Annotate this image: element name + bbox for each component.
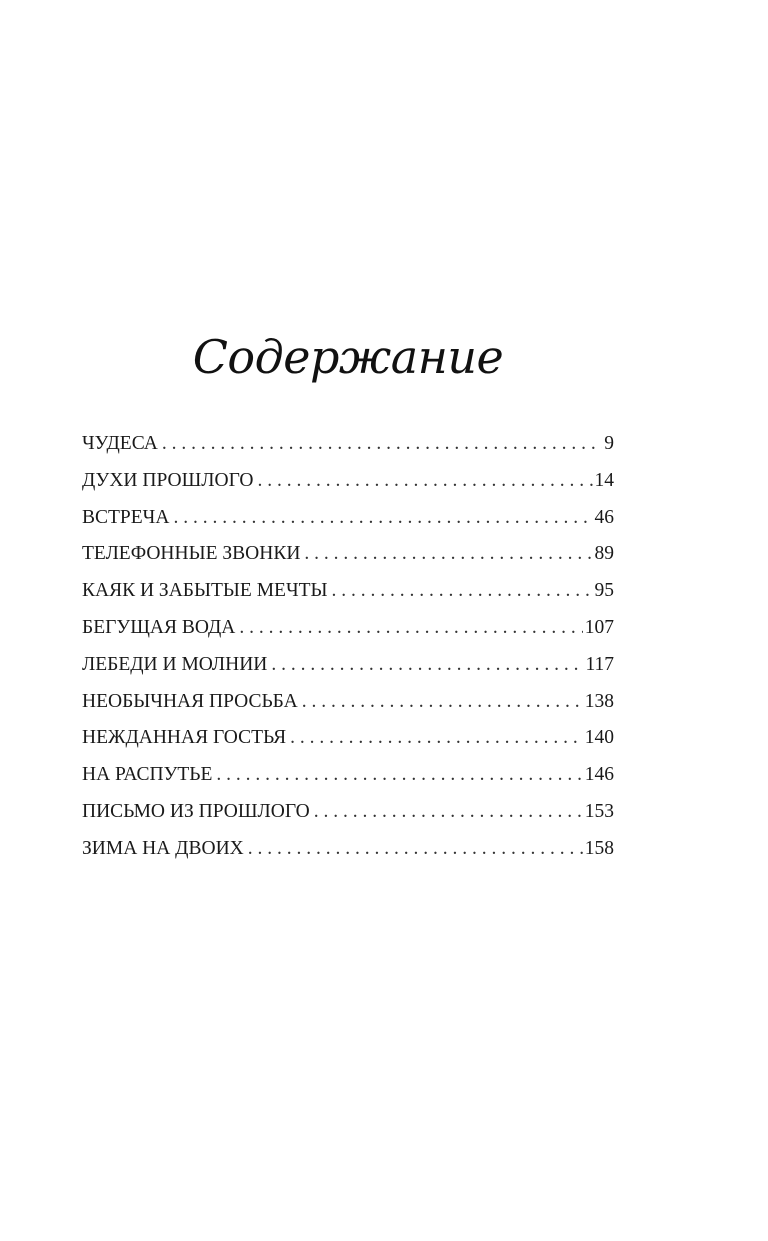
- toc-entry[interactable]: [82, 647, 614, 684]
- toc-entry[interactable]: [82, 610, 614, 647]
- dot-leader: [302, 684, 583, 721]
- toc-page-number: 95: [594, 580, 614, 602]
- toc-chapter-title: НЕЖДАННАЯ ГОСТЬЯ: [82, 727, 287, 749]
- toc-chapter-title: НЕОБЫЧНАЯ ПРОСЬБА: [82, 690, 298, 712]
- toc-entry[interactable]: [82, 757, 614, 794]
- toc-page-number: 14: [594, 469, 614, 491]
- toc-entry[interactable]: [82, 794, 614, 831]
- toc-page-number: 46: [594, 506, 614, 528]
- toc-entry[interactable]: [82, 426, 614, 463]
- dot-leader: [304, 536, 592, 573]
- toc-page-number: 107: [584, 616, 614, 638]
- dot-leader: [173, 500, 592, 537]
- toc-chapter-title: КАЯК И ЗАБЫТЫЕ МЕЧТЫ: [82, 580, 328, 602]
- toc-entry[interactable]: [82, 463, 614, 500]
- dot-leader: [239, 610, 582, 647]
- dot-leader: [314, 794, 583, 831]
- toc-page-number: 140: [584, 727, 614, 749]
- toc-page-number: 146: [584, 764, 614, 786]
- toc-entry[interactable]: [82, 684, 614, 721]
- toc-page-number: 89: [594, 543, 614, 565]
- toc-page-number: 117: [585, 653, 614, 675]
- toc-entry[interactable]: [82, 536, 614, 573]
- dot-leader: [216, 757, 582, 794]
- dot-leader: [257, 463, 592, 500]
- dot-leader: [271, 647, 583, 684]
- toc-page-number: 9: [604, 433, 614, 454]
- toc-entry[interactable]: [82, 831, 614, 868]
- dot-leader: [332, 573, 593, 610]
- toc-page-number: 158: [584, 837, 614, 859]
- toc-chapter-title: ВСТРЕЧА: [82, 506, 170, 528]
- toc-chapter-title: НА РАСПУТЬЕ: [82, 764, 213, 786]
- page-title: Содержание: [192, 330, 504, 384]
- toc-entry[interactable]: [82, 500, 614, 537]
- toc-chapter-title: ЗИМА НА ДВОИХ: [82, 837, 244, 859]
- toc-chapter-title: БЕГУЩАЯ ВОДА: [82, 616, 236, 638]
- toc-chapter-title: ПИСЬМО ИЗ ПРОШЛОГО: [82, 800, 310, 822]
- toc-entry[interactable]: [82, 573, 614, 610]
- toc-entry[interactable]: [82, 720, 614, 757]
- toc-page-number: 153: [584, 800, 614, 822]
- dot-leader: [162, 426, 602, 463]
- toc-chapter-title: ТЕЛЕФОННЫЕ ЗВОНКИ: [82, 543, 301, 565]
- table-of-contents: [82, 426, 614, 868]
- dot-leader: [290, 720, 583, 757]
- toc-page-number: 138: [584, 690, 614, 712]
- toc-chapter-title: ЛЕБЕДИ И МОЛНИИ: [82, 653, 268, 675]
- toc-chapter-title: ЧУДЕСА: [82, 433, 158, 454]
- dot-leader: [248, 831, 583, 868]
- toc-chapter-title: ДУХИ ПРОШЛОГО: [82, 469, 254, 491]
